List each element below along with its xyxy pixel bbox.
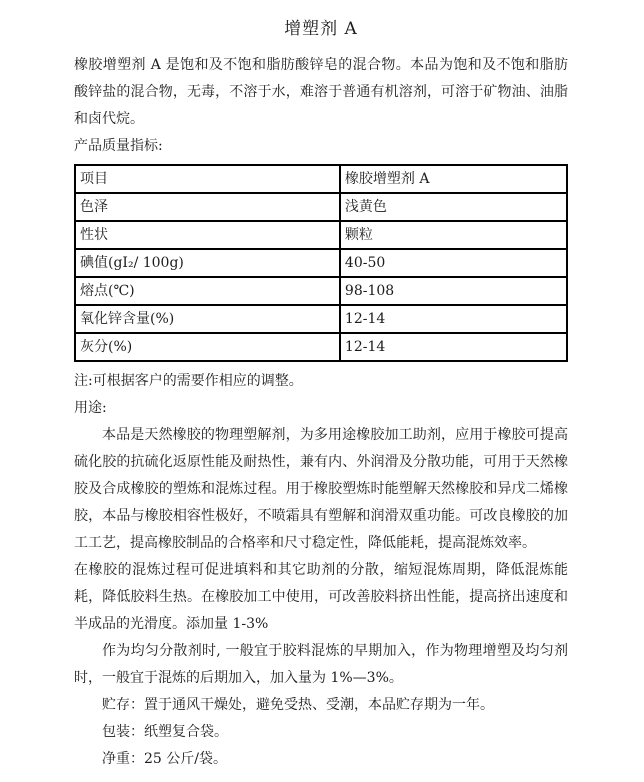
storage-line: 贮存：置于通风干燥处，避免受热、受潮，本品贮存期为一年。	[102, 697, 494, 713]
spec-value: 12-14	[340, 333, 567, 361]
usage-paragraph-3: 作为均匀分散剂时, 一般宜于胶料混炼的早期加入，作为物理增塑及均匀剂时，一般宜于混炼的后期加入，加入量为 1%—3%。	[74, 643, 568, 686]
table-note: 注:可根据客户的需要作相应的调整。	[74, 373, 303, 389]
packaging-line: 包装：纸塑复合袋。	[102, 724, 228, 740]
usage-paragraph-1: 本品是天然橡胶的物理塑解剂，为多用途橡胶加工助剂，应用于橡胶可提高硫化胶的抗硫化返原性能及耐热性，兼有内、外润滑及分散功能，可用于天然橡胶及合成橡胶的塑炼和混炼过程。用于橡胶塑炼时能塑解天然橡胶和异戊二烯橡胶，本品与橡胶相容性极好，不喷霜具有塑解和润滑双重功能。可改良橡胶的加工工艺，提高橡胶制品的合格率和尺寸稳定性，降低能耗，提高混炼效率。	[74, 427, 568, 551]
usage-heading: 用途:	[74, 400, 107, 416]
spec-label: 氧化锌含量(%)	[75, 305, 340, 333]
spec-table-body	[75, 165, 567, 361]
spec-value: 浅黄色	[340, 193, 567, 221]
usage-paragraph-2: 在橡胶的混炼过程可促进填料和其它助剂的分散，缩短混炼周期，降低混炼能耗，降低胶料生热。在橡胶加工中使用，可改善胶料挤出性能，提高挤出速度和半成品的光滑度。添加量 1-3%	[74, 562, 568, 632]
spec-value: 颗粒	[340, 221, 567, 249]
table-row	[75, 165, 567, 193]
spec-value: 98-108	[340, 277, 567, 305]
page-title: 增塑剂 A	[284, 19, 358, 39]
table-row	[75, 277, 567, 305]
spec-value: 橡胶增塑剂 A	[340, 165, 567, 193]
spec-table	[74, 164, 568, 362]
table-row	[75, 305, 567, 333]
spec-value: 12-14	[340, 305, 567, 333]
spec-value: 40-50	[340, 249, 567, 277]
table-row	[75, 193, 567, 221]
intro-paragraph: 橡胶增塑剂 A 是饱和及不饱和脂肪酸锌皂的混合物。本品为饱和及不饱和脂肪酸锌盐的混合物，无毒，不溶于水，难溶于普通有机溶剂，可溶于矿物油、油脂和卤代烷。	[74, 57, 568, 127]
table-row	[75, 221, 567, 249]
spec-label: 灰分(%)	[75, 333, 340, 361]
spec-label: 项目	[75, 165, 340, 193]
spec-label: 色泽	[75, 193, 340, 221]
table-row	[75, 333, 567, 361]
table-row	[75, 249, 567, 277]
spec-label: 熔点(℃)	[75, 277, 340, 305]
spec-heading: 产品质量指标:	[74, 138, 163, 154]
net-weight-line: 净重：25 公斤/袋。	[102, 751, 227, 767]
spec-label: 碘值(gI₂/ 100g)	[75, 249, 340, 277]
spec-label: 性状	[75, 221, 340, 249]
